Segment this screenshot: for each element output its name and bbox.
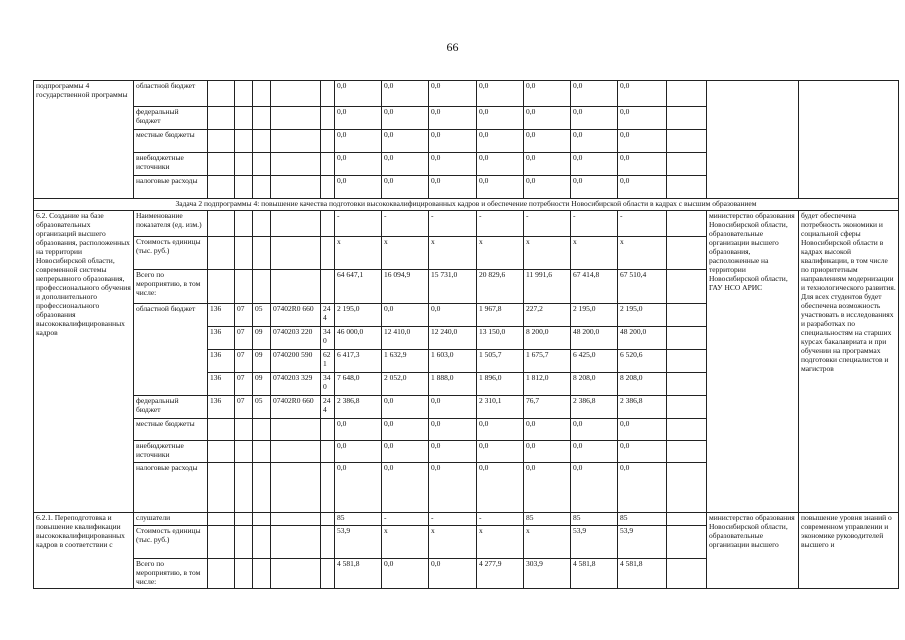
budget-code-cell: [208, 419, 235, 441]
empty-cell: [667, 373, 707, 396]
amount-cell: 2 195,0: [335, 304, 382, 327]
amount-cell: -: [477, 211, 524, 237]
budget-code-cell: [235, 211, 253, 237]
amount-cell: 0,0: [477, 107, 524, 130]
budget-code-cell: [321, 463, 335, 513]
budget-code-cell: [235, 559, 253, 589]
empty-cell: [667, 81, 707, 107]
amount-cell: 4 581,8: [571, 559, 618, 589]
budget-code-cell: 07: [235, 396, 253, 419]
funding-source-cell: слушатели: [134, 513, 208, 526]
budget-code-cell: [321, 130, 335, 153]
measure-name-cell: 6.2. Создание на базе образовательных организаций высшего образования, расположенных на территории Новосибирской области, современной системы непрерывного образования, профессионального обучения и дополнительного профессионального образования высококвалифицированных кадров: [34, 211, 134, 513]
funding-source-cell: Всего по мероприятию, в том числе:: [134, 559, 208, 589]
amount-cell: 12 240,0: [429, 327, 477, 350]
budget-code-cell: [253, 107, 271, 130]
budget-code-cell: [208, 176, 235, 199]
budget-code-cell: [271, 211, 321, 237]
amount-cell: 0,0: [571, 130, 618, 153]
funding-source-cell: налоговые расходы: [134, 176, 208, 199]
amount-cell: 0,0: [382, 559, 429, 589]
amount-cell: 0,0: [429, 396, 477, 419]
amount-cell: 0,0: [571, 153, 618, 176]
budget-code-cell: [271, 270, 321, 304]
empty-cell: [667, 237, 707, 270]
amount-cell: 0,0: [382, 441, 429, 463]
budget-code-cell: [321, 153, 335, 176]
funding-source-cell: федеральный бюджет: [134, 396, 208, 419]
budget-code-cell: [208, 130, 235, 153]
budget-code-cell: 34 0: [321, 327, 335, 350]
amount-cell: 0,0: [524, 441, 571, 463]
amount-cell: 0,0: [618, 130, 667, 153]
empty-cell: [667, 396, 707, 419]
budget-code-cell: [253, 419, 271, 441]
budget-code-cell: 07402R0 660: [271, 304, 321, 327]
amount-cell: -: [571, 211, 618, 237]
amount-cell: 2 386,8: [335, 396, 382, 419]
budget-code-cell: 0740200 590: [271, 350, 321, 373]
amount-cell: x: [382, 237, 429, 270]
amount-cell: 0,0: [382, 130, 429, 153]
amount-cell: 0,0: [335, 153, 382, 176]
budget-code-cell: [253, 211, 271, 237]
amount-cell: 53,9: [618, 526, 667, 559]
budget-code-cell: [271, 559, 321, 589]
empty-cell: [667, 327, 707, 350]
amount-cell: 4 277,9: [477, 559, 524, 589]
amount-cell: 11 991,6: [524, 270, 571, 304]
budget-code-cell: [208, 441, 235, 463]
budget-code-cell: 07402R0 660: [271, 396, 321, 419]
amount-cell: 4 581,8: [618, 559, 667, 589]
budget-code-cell: [321, 176, 335, 199]
amount-cell: 1 812,0: [524, 373, 571, 396]
empty-cell: [667, 419, 707, 441]
amount-cell: -: [477, 513, 524, 526]
amount-cell: 1 896,0: [477, 373, 524, 396]
budget-code-cell: [271, 176, 321, 199]
amount-cell: 0,0: [429, 153, 477, 176]
amount-cell: x: [382, 526, 429, 559]
amount-cell: 0,0: [335, 419, 382, 441]
amount-cell: 0,0: [335, 107, 382, 130]
empty-cell: [667, 176, 707, 199]
amount-cell: 0,0: [382, 463, 429, 513]
amount-cell: 0,0: [477, 441, 524, 463]
budget-code-cell: 24 4: [321, 304, 335, 327]
amount-cell: -: [382, 513, 429, 526]
result-cell: [799, 81, 899, 199]
budget-code-cell: 0740203 329: [271, 373, 321, 396]
budget-code-cell: 05: [253, 396, 271, 419]
amount-cell: 0,0: [524, 419, 571, 441]
budget-code-cell: [321, 559, 335, 589]
table-row: [34, 513, 899, 526]
amount-cell: 1 967,8: [477, 304, 524, 327]
budget-code-cell: [208, 463, 235, 513]
budget-code-cell: [253, 513, 271, 526]
amount-cell: x: [429, 526, 477, 559]
budget-code-cell: [271, 81, 321, 107]
budget-code-cell: [235, 107, 253, 130]
amount-cell: 2 052,0: [382, 373, 429, 396]
amount-cell: -: [429, 513, 477, 526]
budget-code-cell: [253, 463, 271, 513]
amount-cell: 303,9: [524, 559, 571, 589]
funding-source-cell: областной бюджет: [134, 81, 208, 107]
amount-cell: 6 425,0: [571, 350, 618, 373]
budget-code-cell: [271, 419, 321, 441]
funding-source-cell: федеральный бюджет: [134, 107, 208, 130]
amount-cell: 2 195,0: [571, 304, 618, 327]
budget-code-cell: [253, 441, 271, 463]
amount-cell: 1 505,7: [477, 350, 524, 373]
budget-code-cell: [271, 441, 321, 463]
amount-cell: -: [524, 211, 571, 237]
amount-cell: x: [524, 237, 571, 270]
amount-cell: 85: [335, 513, 382, 526]
budget-code-cell: [271, 526, 321, 559]
amount-cell: 0,0: [429, 130, 477, 153]
amount-cell: 1 888,0: [429, 373, 477, 396]
amount-cell: 0,0: [382, 396, 429, 419]
amount-cell: 0,0: [382, 419, 429, 441]
amount-cell: 48 200,0: [618, 327, 667, 350]
amount-cell: 0,0: [477, 81, 524, 107]
budget-code-cell: [235, 81, 253, 107]
funding-source-cell: налоговые расходы: [134, 463, 208, 513]
amount-cell: 53,9: [335, 526, 382, 559]
amount-cell: 16 094,9: [382, 270, 429, 304]
funding-source-cell: Стоимость единицы (тыс. руб.): [134, 237, 208, 270]
amount-cell: 0,0: [335, 463, 382, 513]
amount-cell: 0,0: [618, 463, 667, 513]
empty-cell: [667, 559, 707, 589]
page-number: 66: [446, 40, 459, 54]
amount-cell: 0,0: [524, 130, 571, 153]
budget-code-cell: [208, 513, 235, 526]
budget-code-cell: [271, 513, 321, 526]
budget-code-cell: [271, 107, 321, 130]
budget-code-cell: [321, 270, 335, 304]
funding-source-cell: внебюджетные источники: [134, 441, 208, 463]
amount-cell: 4 581,8: [335, 559, 382, 589]
budget-code-cell: [253, 270, 271, 304]
amount-cell: 0,0: [429, 441, 477, 463]
amount-cell: 0,0: [524, 107, 571, 130]
budget-code-cell: [235, 526, 253, 559]
amount-cell: 1 603,0: [429, 350, 477, 373]
funding-source-cell: Наименование показателя (ед. изм.): [134, 211, 208, 237]
amount-cell: x: [618, 237, 667, 270]
budget-code-cell: [253, 176, 271, 199]
budget-code-cell: 136: [208, 350, 235, 373]
budget-code-cell: [235, 513, 253, 526]
amount-cell: 0,0: [524, 81, 571, 107]
amount-cell: 0,0: [618, 176, 667, 199]
budget-code-cell: 09: [253, 350, 271, 373]
budget-code-cell: [235, 270, 253, 304]
amount-cell: 1 632,9: [382, 350, 429, 373]
budget-code-cell: [321, 441, 335, 463]
amount-cell: 8 208,0: [618, 373, 667, 396]
amount-cell: 2 386,8: [571, 396, 618, 419]
amount-cell: 53,9: [571, 526, 618, 559]
amount-cell: 85: [618, 513, 667, 526]
amount-cell: 48 200,0: [571, 327, 618, 350]
budget-code-cell: [271, 130, 321, 153]
budget-code-cell: [208, 211, 235, 237]
amount-cell: 0,0: [618, 107, 667, 130]
table-row: [34, 81, 899, 107]
amount-cell: 20 829,6: [477, 270, 524, 304]
budget-code-cell: 09: [253, 327, 271, 350]
budget-code-cell: 09: [253, 373, 271, 396]
budget-code-cell: [321, 526, 335, 559]
budget-code-cell: [235, 130, 253, 153]
amount-cell: 0,0: [571, 176, 618, 199]
budget-code-cell: 07: [235, 373, 253, 396]
budget-code-cell: [253, 559, 271, 589]
amount-cell: -: [382, 211, 429, 237]
executor-cell: министерство образования Новосибирской области, образовательные организации высшего образования, расположенные на территории Новосибирской области, ГАУ НСО АРИС: [707, 211, 799, 513]
amount-cell: 2 386,8: [618, 396, 667, 419]
amount-cell: 0,0: [429, 463, 477, 513]
empty-cell: [667, 441, 707, 463]
amount-cell: 85: [524, 513, 571, 526]
amount-cell: 0,0: [477, 176, 524, 199]
empty-cell: [667, 304, 707, 327]
amount-cell: 85: [571, 513, 618, 526]
amount-cell: 76,7: [524, 396, 571, 419]
funding-source-cell: местные бюджеты: [134, 419, 208, 441]
funding-source-cell: областной бюджет: [134, 304, 208, 396]
amount-cell: x: [571, 237, 618, 270]
amount-cell: 8 200,0: [524, 327, 571, 350]
budget-code-cell: [253, 81, 271, 107]
budget-code-cell: 07: [235, 350, 253, 373]
amount-cell: 0,0: [477, 130, 524, 153]
budget-code-cell: 136: [208, 327, 235, 350]
amount-cell: x: [477, 526, 524, 559]
amount-cell: 0,0: [524, 463, 571, 513]
budget-code-cell: [321, 211, 335, 237]
amount-cell: 6 520,6: [618, 350, 667, 373]
amount-cell: 0,0: [524, 153, 571, 176]
budget-code-cell: [208, 270, 235, 304]
budget-table: [33, 80, 899, 589]
amount-cell: 15 731,0: [429, 270, 477, 304]
budget-code-cell: 24 4: [321, 396, 335, 419]
amount-cell: 67 510,4: [618, 270, 667, 304]
amount-cell: 0,0: [618, 441, 667, 463]
budget-code-cell: [208, 81, 235, 107]
amount-cell: 0,0: [382, 176, 429, 199]
empty-cell: [667, 153, 707, 176]
amount-cell: 0,0: [571, 81, 618, 107]
amount-cell: 0,0: [571, 107, 618, 130]
amount-cell: x: [335, 237, 382, 270]
amount-cell: 0,0: [524, 176, 571, 199]
budget-code-cell: [321, 107, 335, 130]
funding-source-cell: местные бюджеты: [134, 130, 208, 153]
amount-cell: x: [524, 526, 571, 559]
amount-cell: 0,0: [477, 463, 524, 513]
budget-code-cell: [208, 153, 235, 176]
budget-code-cell: [208, 237, 235, 270]
task-row: [34, 199, 899, 211]
executor-cell: [707, 81, 799, 199]
amount-cell: x: [477, 237, 524, 270]
empty-cell: [667, 350, 707, 373]
amount-cell: 0,0: [477, 153, 524, 176]
amount-cell: 2 195,0: [618, 304, 667, 327]
amount-cell: 0,0: [429, 419, 477, 441]
budget-code-cell: [321, 237, 335, 270]
amount-cell: 12 410,0: [382, 327, 429, 350]
amount-cell: -: [335, 211, 382, 237]
budget-code-cell: [235, 176, 253, 199]
amount-cell: 0,0: [335, 441, 382, 463]
amount-cell: 0,0: [382, 81, 429, 107]
empty-cell: [667, 130, 707, 153]
amount-cell: 0,0: [571, 463, 618, 513]
amount-cell: 7 648,0: [335, 373, 382, 396]
result-cell: будет обеспечена потребность экономики и социальной сферы Новосибирской области в кадрах высокой квалификации, в том числе по приоритетным направлениям модернизации и технологического развития. Для всех студентов будет обеспечена возможность участвовать в исследованиях и разработках по специальностям на старших курсах бакалавриата и при обучении на программах подготовки специалистов и магистров: [799, 211, 899, 513]
budget-code-cell: 136: [208, 304, 235, 327]
budget-code-cell: [235, 419, 253, 441]
amount-cell: 0,0: [382, 107, 429, 130]
amount-cell: 0,0: [571, 419, 618, 441]
funding-source-cell: внебюджетные источники: [134, 153, 208, 176]
budget-code-cell: [208, 559, 235, 589]
measure-name-cell: подпрограммы 4 государственной программы: [34, 81, 134, 199]
budget-code-cell: [253, 526, 271, 559]
table-row: [34, 211, 899, 237]
budget-code-cell: [271, 153, 321, 176]
budget-code-cell: [271, 463, 321, 513]
amount-cell: 0,0: [335, 81, 382, 107]
empty-cell: [667, 107, 707, 130]
budget-code-cell: 136: [208, 396, 235, 419]
budget-code-cell: 34 0: [321, 373, 335, 396]
budget-code-cell: [235, 153, 253, 176]
empty-cell: [667, 211, 707, 237]
empty-cell: [667, 526, 707, 559]
budget-code-cell: 05: [253, 304, 271, 327]
budget-code-cell: [235, 441, 253, 463]
amount-cell: 227,2: [524, 304, 571, 327]
budget-code-cell: [253, 130, 271, 153]
amount-cell: 0,0: [335, 176, 382, 199]
amount-cell: 0,0: [429, 559, 477, 589]
budget-code-cell: [208, 526, 235, 559]
budget-code-cell: [321, 81, 335, 107]
amount-cell: 2 310,1: [477, 396, 524, 419]
amount-cell: 0,0: [429, 107, 477, 130]
amount-cell: 67 414,8: [571, 270, 618, 304]
amount-cell: 0,0: [382, 153, 429, 176]
amount-cell: 0,0: [335, 130, 382, 153]
amount-cell: 0,0: [571, 441, 618, 463]
amount-cell: 0,0: [618, 419, 667, 441]
amount-cell: 0,0: [477, 419, 524, 441]
amount-cell: x: [429, 237, 477, 270]
budget-code-cell: [321, 419, 335, 441]
task-title-cell: Задача 2 подпрограммы 4: повышение качества подготовки высококвалифицированных кадров и обеспечение потребности Новосибирской области в кадрах с высшим образованием: [34, 199, 899, 211]
budget-code-cell: [321, 513, 335, 526]
funding-source-cell: Всего по мероприятию, в том числе:: [134, 270, 208, 304]
budget-code-cell: [208, 107, 235, 130]
budget-code-cell: [271, 237, 321, 270]
amount-cell: 6 417,3: [335, 350, 382, 373]
empty-cell: [667, 463, 707, 513]
amount-cell: 0,0: [429, 81, 477, 107]
amount-cell: 13 150,0: [477, 327, 524, 350]
amount-cell: 0,0: [382, 304, 429, 327]
amount-cell: 64 647,1: [335, 270, 382, 304]
budget-code-cell: 136: [208, 373, 235, 396]
amount-cell: -: [618, 211, 667, 237]
measure-name-cell: 6.2.1. Переподготовка и повышение квалификации высококвалифицированных кадров в соответствии с: [34, 513, 134, 589]
amount-cell: 0,0: [429, 304, 477, 327]
result-cell: повышение уровня знаний о современном управлении и экономике руководителей высшего и: [799, 513, 899, 589]
amount-cell: 1 675,7: [524, 350, 571, 373]
empty-cell: [667, 270, 707, 304]
budget-code-cell: 62 1: [321, 350, 335, 373]
amount-cell: -: [429, 211, 477, 237]
budget-code-cell: [235, 237, 253, 270]
executor-cell: министерство образования Новосибирской области, образовательные организации высшего: [707, 513, 799, 589]
budget-code-cell: 07: [235, 304, 253, 327]
budget-code-cell: [253, 237, 271, 270]
amount-cell: 46 000,0: [335, 327, 382, 350]
funding-source-cell: Стоимость единицы (тыс. руб.): [134, 526, 208, 559]
budget-code-cell: 0740203 220: [271, 327, 321, 350]
budget-code-cell: 07: [235, 327, 253, 350]
amount-cell: 0,0: [429, 176, 477, 199]
amount-cell: 0,0: [618, 153, 667, 176]
amount-cell: 8 208,0: [571, 373, 618, 396]
empty-cell: [667, 513, 707, 526]
budget-code-cell: [235, 463, 253, 513]
amount-cell: 0,0: [618, 81, 667, 107]
budget-code-cell: [253, 153, 271, 176]
